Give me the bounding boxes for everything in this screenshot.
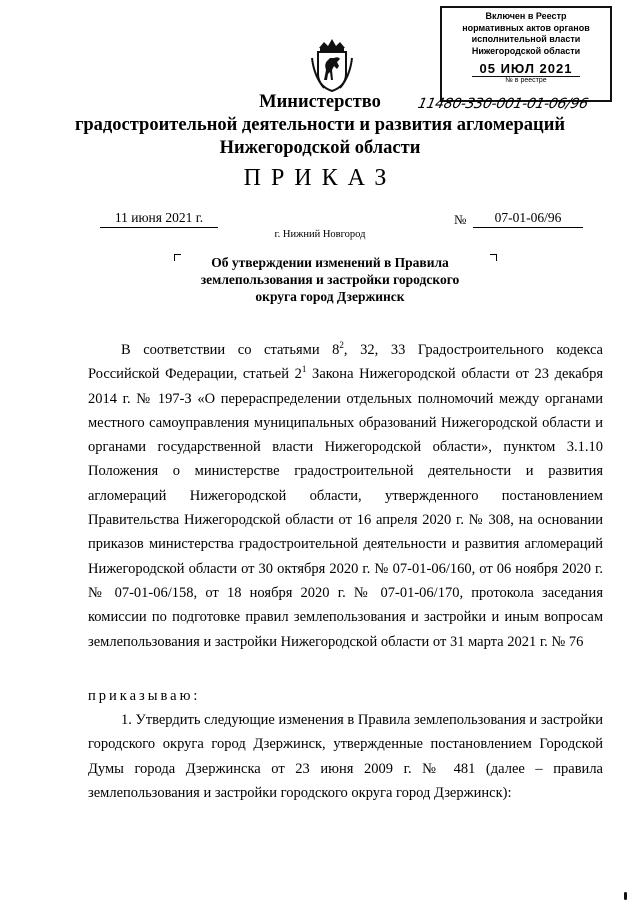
subject-line-1: Об утверждении изменений в Правила bbox=[211, 255, 449, 270]
preamble-part-3: Закона Нижегородской области от 23 декабря 2014 г. № 197-З «О перераспределении отдельных полномочий между органами местного самоуправления муниципальных образований Нижегородской области и органами государственной власти Нижегородской области», пунктом 3.1.10 Положения о министерстве градостроительной деятельности и развития агломераций Нижегородской области, утвержденного постановлением Правительства Нижегородской области от 16 апреля 2020 г. № 308, на основании приказов министерства градостроительной деятельности и развития агломераций Нижегородской области от 30 октября 2020 г. № 07-01-06/160, от 06 ноября 2020 г. № 07-01-06/158, от 18 ноября 2020 г. № 07-01-06/170, протокола заседания комиссии по подготовке правил землепользования и застройки и иным вопросам землепользования и застройки Нижегородской области от 31 марта 2021 г. № 76 bbox=[88, 366, 603, 650]
subject-line-2: землепользования и застройки городского bbox=[200, 272, 460, 287]
subject-corner-right bbox=[490, 254, 497, 261]
order-number: 07-01-06/96 bbox=[473, 210, 583, 228]
registry-stamp bbox=[440, 6, 612, 102]
ministry-name-line-2: градостроительной деятельности и развития агломераций bbox=[74, 115, 566, 135]
preamble-part-1: В соответствии со статьями 8 bbox=[121, 342, 340, 358]
ministry-name-line-1: Министерство bbox=[259, 92, 381, 112]
page-edge-mark bbox=[624, 892, 627, 900]
order-word: приказываю: bbox=[88, 688, 201, 704]
stamp-date: 05 ИЮЛ 2021 bbox=[479, 61, 573, 76]
order-date: 11 июня 2021 г. bbox=[100, 210, 218, 228]
superscript-1: 2 bbox=[339, 340, 344, 351]
preamble-part-2: , 32, 33 Градостроительного кодекса Российской Федерации, статьей 2 bbox=[88, 342, 603, 383]
order-item-1 bbox=[88, 708, 603, 805]
stamp-line-4: Нижегородской области bbox=[471, 45, 581, 56]
ministry-name-line-3: Нижегородской области bbox=[219, 138, 421, 158]
superscript-2: 1 bbox=[301, 364, 307, 375]
stamp-line-1: Включен в Реестр bbox=[485, 11, 567, 21]
order-subject bbox=[190, 254, 470, 305]
city: г. Нижний Новгород bbox=[274, 229, 366, 240]
subject-corner-left bbox=[174, 254, 181, 261]
order-item-1-text: 1. Утвердить следующие изменения в Правила землепользования и застройки городского округа город Дзержинск, утвержденные постановлением Городской Думы города Дзержинска от 23 июня 2009 г. № 481 (далее – правила землепользования и застройки городского округа город Дзержинск): bbox=[88, 712, 603, 801]
registry-number-handwritten: 11480-330-001-01-06/96 bbox=[416, 96, 590, 112]
number-sign: № bbox=[454, 212, 467, 227]
preamble-paragraph bbox=[88, 338, 603, 654]
nizhny-novgorod-coat-of-arms-icon bbox=[310, 36, 354, 94]
document-type-title: ПРИКАЗ bbox=[243, 165, 397, 191]
stamp-number-label: № в реестре bbox=[472, 76, 580, 85]
subject-line-3: округа город Дзержинск bbox=[255, 289, 405, 304]
stamp-line-3: исполнительной власти bbox=[471, 34, 581, 44]
stamp-line-2: нормативных актов органов bbox=[462, 22, 590, 33]
